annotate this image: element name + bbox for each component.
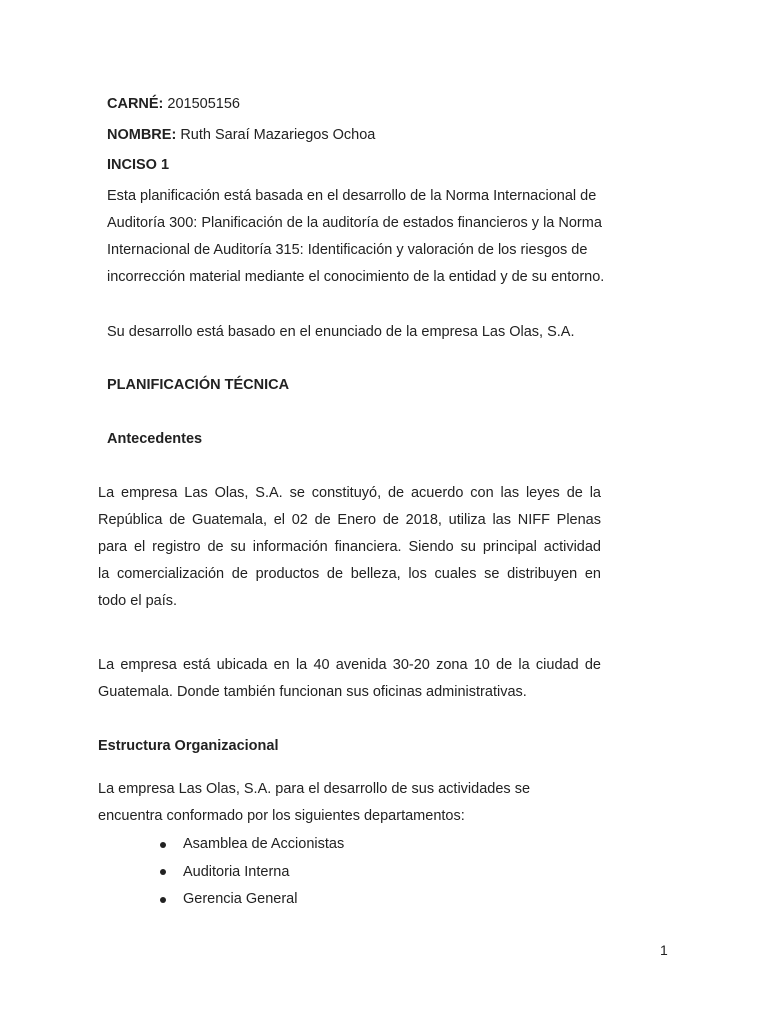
bullet-icon [160, 842, 166, 848]
basis-paragraph: Su desarrollo está basado en el enunciado de la empresa Las Olas, S.A. [107, 324, 575, 340]
department-label: Asamblea de Accionistas [183, 836, 345, 852]
list-item [160, 886, 344, 914]
intro-line: incorrección material mediante el conocimiento de la entidad y de su entorno. [107, 269, 605, 285]
department-label: Auditoria Interna [183, 863, 290, 880]
antecedentes-line: La empresa Las Olas, S.A. se constituyó, de acuerdo con las leyes de la [98, 485, 601, 501]
carne-line [107, 91, 240, 118]
antecedentes-line: Guatemala. Donde también funcionan sus oficinas administrativas. [98, 684, 527, 700]
nombre-value: Ruth Saraí Mazariegos Ochoa [180, 127, 376, 143]
antecedentes-line: la comercialización de productos de belleza, los cuales se distribuyen en [98, 566, 601, 582]
departments-list [160, 831, 344, 914]
antecedentes-line: todo el país. [98, 593, 177, 609]
intro-line: Esta planificación está basada en el desarrollo de la Norma Internacional de [107, 188, 597, 204]
planificacion-heading: PLANIFICACIÓN TÉCNICA [107, 377, 290, 393]
bullet-icon [160, 897, 166, 903]
estructura-line: encuentra conformado por los siguientes departamentos: [98, 808, 465, 824]
antecedentes-line: República de Guatemala, el 02 de Enero de 2018, utiliza las NIFF Plenas [98, 512, 601, 528]
list-item [160, 859, 344, 887]
estructura-paragraph [98, 776, 530, 830]
estructura-line: La empresa Las Olas, S.A. para el desarrollo de sus actividades se [98, 781, 531, 797]
antecedentes-line: La empresa está ubicada en la 40 avenida 30-20 zona 10 de la ciudad de [98, 657, 601, 673]
department-label: Gerencia General [183, 891, 298, 907]
estructura-heading: Estructura Organizacional [98, 738, 279, 754]
antecedentes-heading: Antecedentes [107, 431, 203, 447]
list-item [160, 831, 344, 859]
nombre-line [107, 122, 375, 149]
carne-value: 201505156 [167, 96, 240, 112]
antecedentes-line: para el registro de su información financiera. Siendo su principal actividad [98, 539, 601, 555]
bullet-icon [160, 869, 166, 875]
nombre-label: NOMBRE: [107, 127, 177, 143]
carne-label: CARNÉ: [107, 96, 164, 112]
antecedentes-paragraph-2 [98, 652, 601, 706]
antecedentes-paragraph-1 [98, 480, 601, 615]
intro-paragraph [107, 183, 604, 291]
page-number: 1 [660, 942, 668, 958]
intro-line: Internacional de Auditoría 315: Identificación y valoración de los riesgos de [107, 242, 588, 258]
intro-line: Auditoría 300: Planificación de la auditoría de estados financieros y la Norma [107, 215, 602, 231]
inciso-heading: INCISO 1 [107, 157, 170, 173]
